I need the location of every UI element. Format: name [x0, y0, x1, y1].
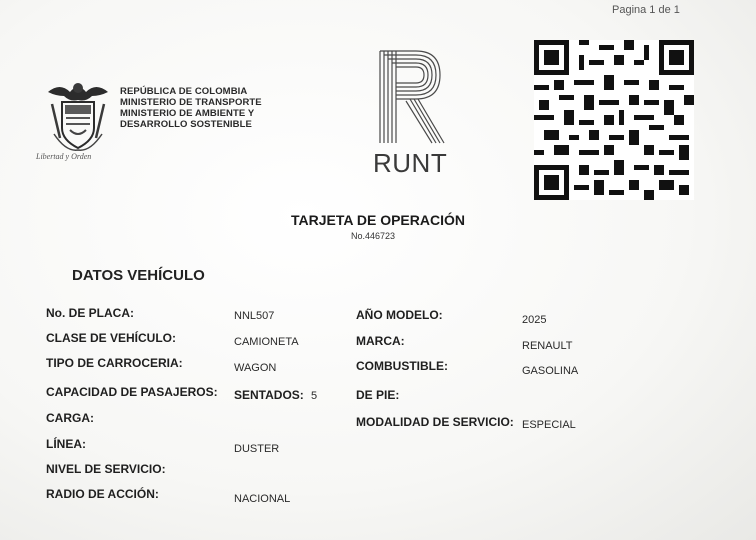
label-passenger-capacity: CAPACIDAD DE PASAJEROS:	[46, 385, 218, 399]
document-number: No.446723	[350, 231, 396, 241]
runt-logo-icon	[370, 45, 450, 155]
government-header	[120, 86, 262, 130]
value-body-type: WAGON	[234, 362, 277, 374]
label-model-year: AÑO MODELO:	[356, 308, 443, 322]
label-cargo: CARGA:	[46, 411, 94, 425]
label-body-type: TIPO DE CARROCERIA:	[46, 356, 183, 370]
value-fuel: GASOLINA	[522, 365, 579, 377]
label-service-modality: MODALIDAD DE SERVICIO:	[356, 415, 514, 429]
label-brand: MARCA:	[356, 334, 405, 348]
value-vehicle-class: CAMIONETA	[234, 336, 299, 348]
label-service-level: NIVEL DE SERVICIO:	[46, 462, 166, 476]
label-action-radius: RADIO DE ACCIÓN:	[46, 487, 159, 501]
label-fuel: COMBUSTIBLE:	[356, 359, 448, 373]
label-vehicle-class: CLASE DE VEHÍCULO:	[46, 331, 177, 345]
value-model-year: 2025	[522, 314, 547, 326]
value-line: DUSTER	[234, 443, 280, 455]
motto-text: Libertad y Orden	[36, 152, 92, 161]
value-seated-count: 5	[311, 390, 318, 402]
value-brand: RENAULT	[522, 340, 573, 352]
government-line: DESARROLLO SOSTENIBLE	[120, 119, 252, 130]
government-line: MINISTERIO DE TRANSPORTE	[120, 97, 262, 108]
page-number: Pagina 1 de 1	[612, 4, 680, 16]
value-plate: NNL507	[234, 310, 275, 322]
label-standing: DE PIE:	[356, 388, 400, 402]
government-line: REPÚBLICA DE COLOMBIA	[120, 86, 248, 97]
label-plate: No. DE PLACA:	[46, 306, 134, 320]
label-line: LÍNEA:	[46, 437, 86, 451]
value-service-modality: ESPECIAL	[522, 419, 576, 431]
qr-code-icon	[534, 40, 694, 200]
document-title: TARJETA DE OPERACIÓN	[291, 212, 465, 228]
government-line: MINISTERIO DE AMBIENTE Y	[120, 108, 255, 119]
value-action-radius: NACIONAL	[234, 493, 291, 505]
runt-label: RUNT	[373, 148, 448, 178]
section-title: DATOS VEHÍCULO	[72, 267, 205, 284]
value-seated: SENTADOS:	[234, 388, 304, 402]
